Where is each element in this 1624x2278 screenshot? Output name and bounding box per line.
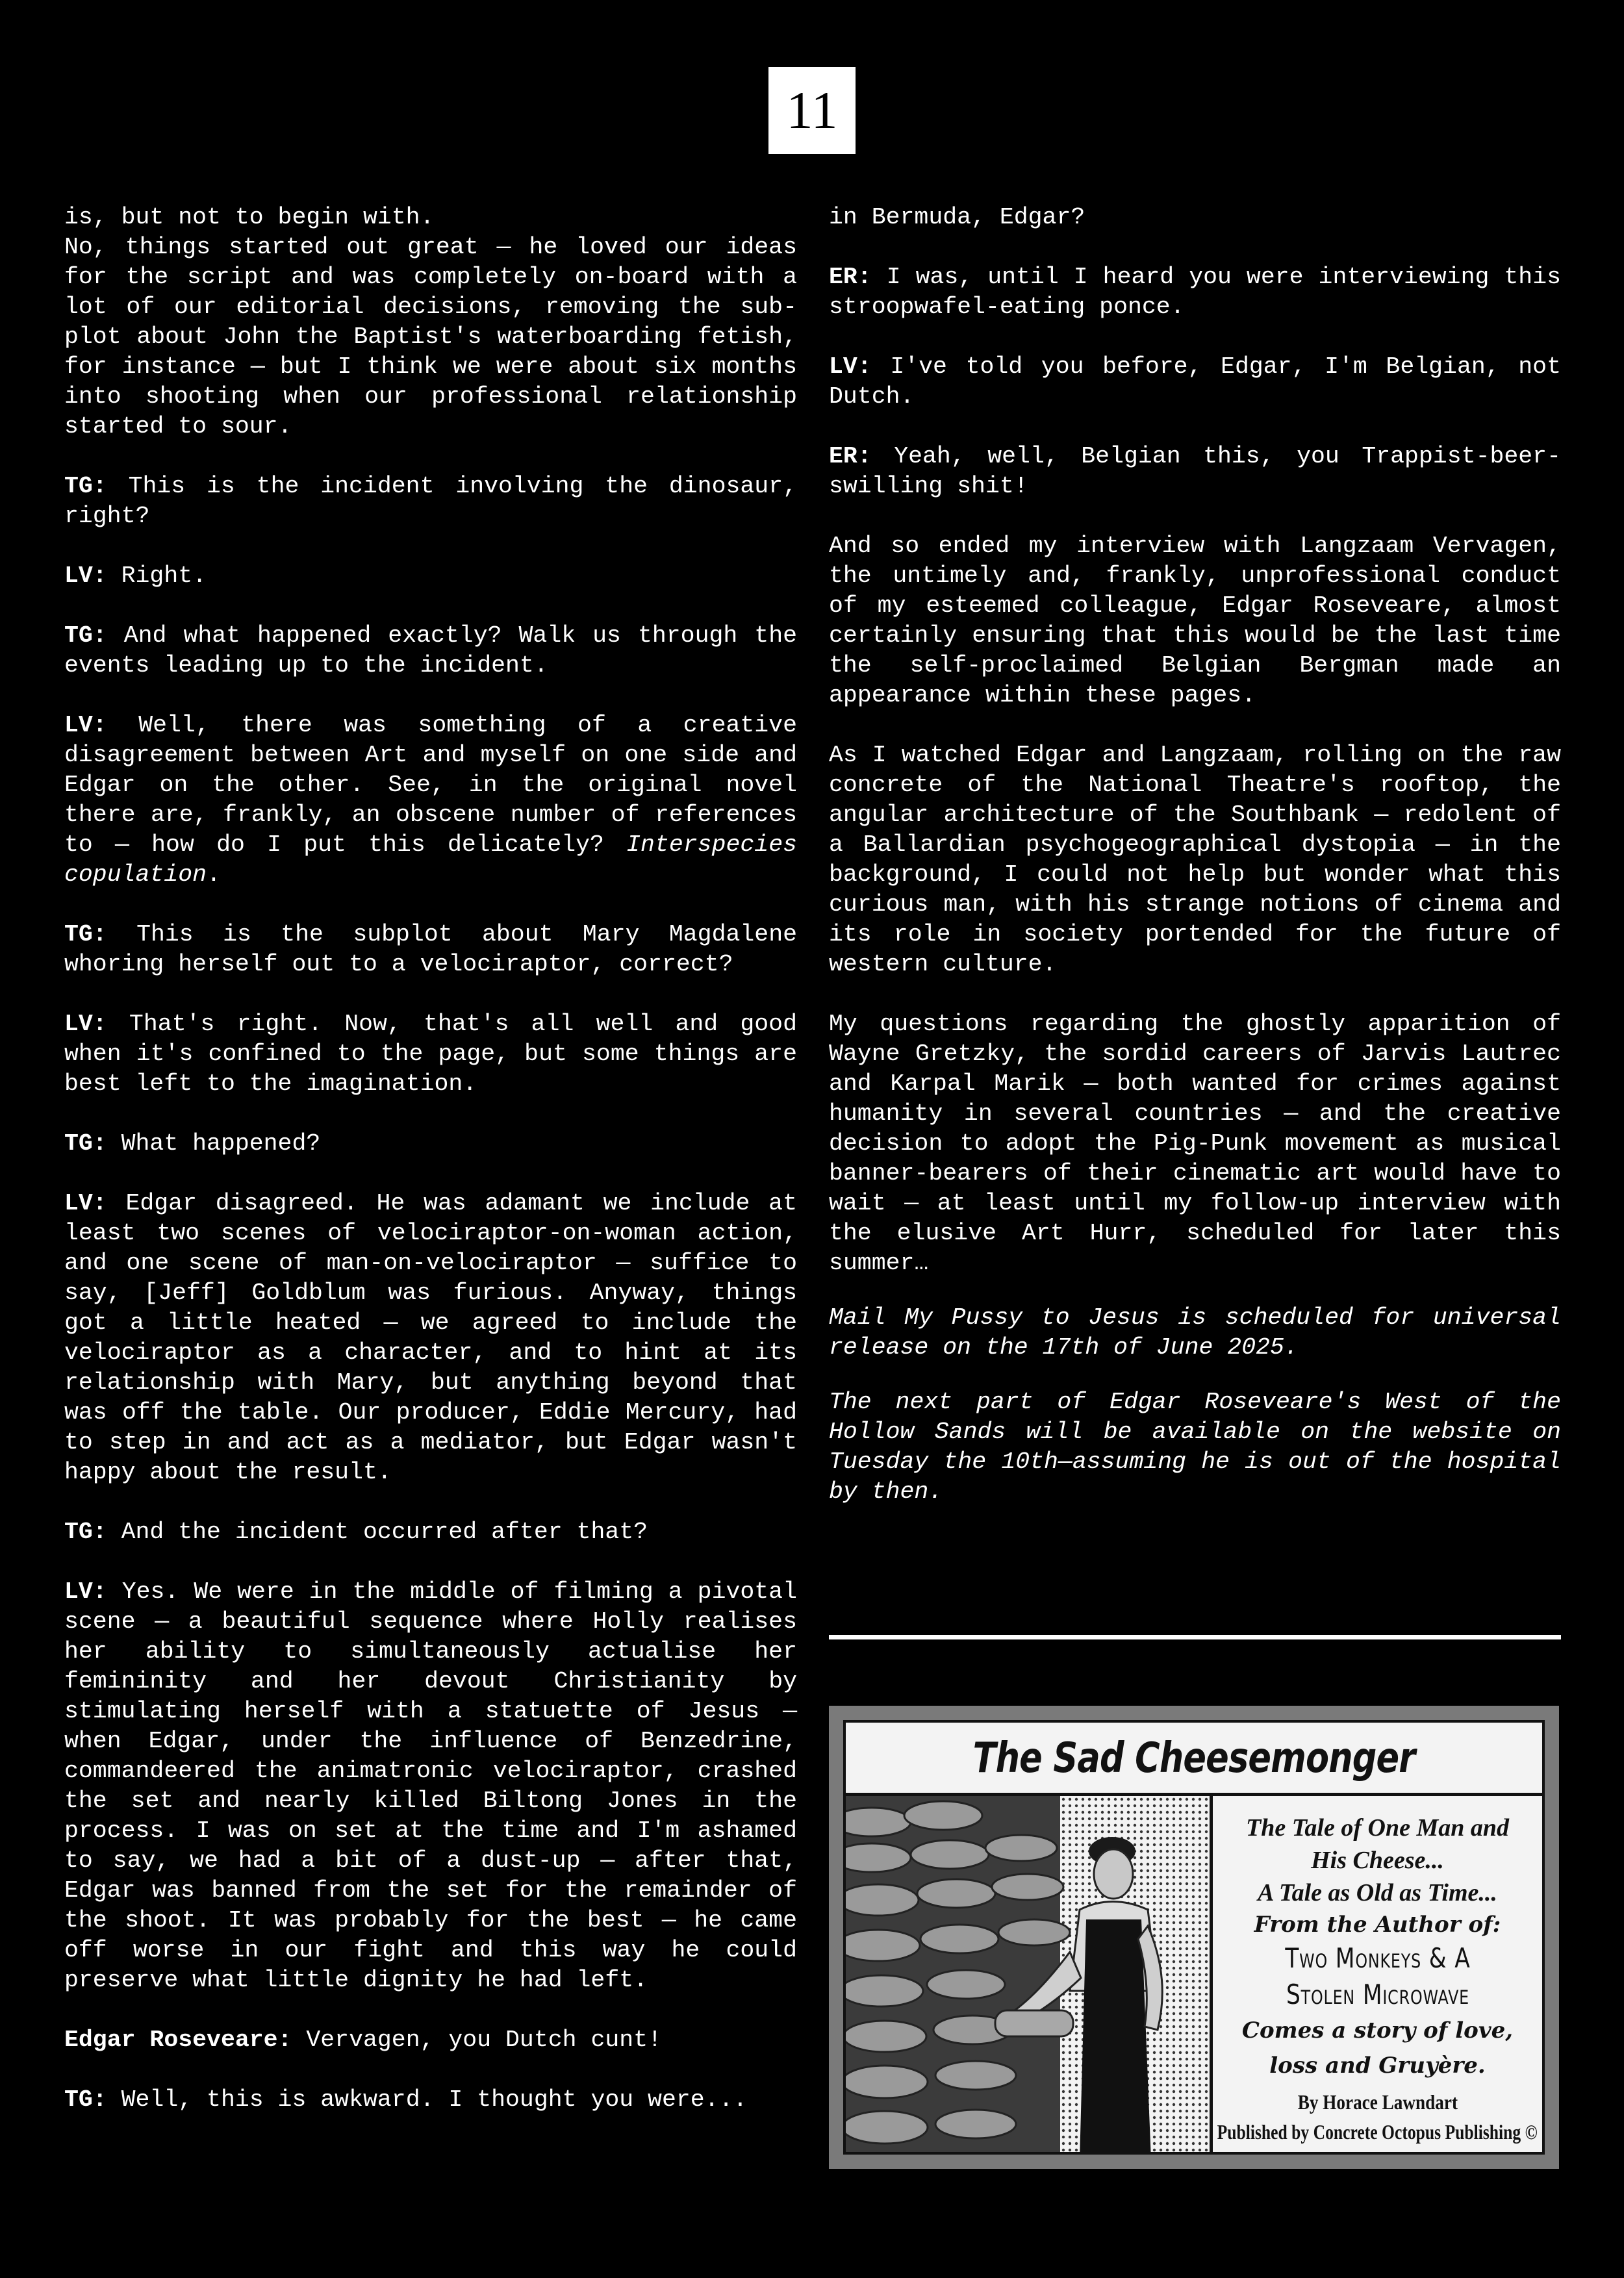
paragraph: is, but not to begin with. xyxy=(64,204,435,231)
interview-line xyxy=(64,561,797,591)
line-text: This is the incident involving the dinosaur, right? xyxy=(64,473,797,529)
ad-book-title: Two Monkeys & A xyxy=(1284,1942,1471,1974)
speaker-lv: LV: xyxy=(64,712,107,739)
line-text: I was, until I heard you were interviewing this stroopwafel-eating ponce. xyxy=(829,264,1561,320)
paragraph: in Bermuda, Edgar? xyxy=(829,204,1085,231)
interview-line xyxy=(64,920,797,980)
line-text: What happened? xyxy=(107,1130,321,1157)
speaker-lv: LV: xyxy=(64,1578,107,1605)
speaker-tg: TG: xyxy=(64,1130,107,1157)
interview-line xyxy=(64,1577,797,1995)
ad-publisher: Published by Concrete Octopus Publishing © xyxy=(1217,2120,1538,2144)
ad-book-title: Stolen Microwave xyxy=(1286,1979,1469,2010)
speaker-lv: LV: xyxy=(64,1011,107,1037)
line-text: . xyxy=(207,861,221,888)
interview-line xyxy=(64,2085,797,2115)
ad-author: By Horace Lawndart xyxy=(1297,2090,1458,2114)
paragraph: My questions regarding the ghostly apparition of Wayne Gretzky, the sordid careers of Jarvis Lautrec and Karpal Marik — both wanted for crimes against humanity in several countries — and the creative decision to adopt the Pig-Punk movement as musical banner-bearers of their cinematic art would have to wait — at least until my follow-up interview with the elusive Art Hurr, scheduled for later this summer… xyxy=(829,1011,1561,1276)
speaker-tg: TG: xyxy=(64,921,107,948)
line-text: I've told you before, Edgar, I'm Belgian, not Dutch. xyxy=(829,353,1561,410)
ad-story-line: loss and Gruyère. xyxy=(1269,2053,1486,2079)
paragraph: No, things started out great — he loved our ideas for the script and was completely on-board with a lot of our editorial decisions, removing the sub-plot about John the Baptist's waterboarding fetish, for instance — but I think we were about six months into shooting when our professional relationship started to sour. xyxy=(64,234,797,440)
speaker-lv: LV: xyxy=(64,1190,107,1217)
left-column xyxy=(64,203,797,2145)
speaker-tg: TG: xyxy=(64,2086,107,2113)
page-number: 11 xyxy=(768,67,856,154)
interview-line xyxy=(64,2025,797,2055)
line-text: Edgar disagreed. He was adamant we include at least two scenes of velociraptor-on-woman action, and one scene of man-on-velociraptor — suffice to say, [Jeff] Goldblum was furious. Anyway, things got a little heated — we agreed to include the velociraptor as a character, and to hint at its relationship with Mary, but anything beyond that was off the table. Our producer, Eddie Mercury, had to step in and act as a mediator, but Edgar wasn't happy about the result. xyxy=(64,1190,797,1486)
speaker-er: ER: xyxy=(829,443,872,470)
book-advertisement xyxy=(829,1706,1559,2169)
interview-line xyxy=(64,1517,797,1547)
ad-from-author: From the Author of: xyxy=(1254,1912,1501,1938)
line-text: Well, this is awkward. I thought you were... xyxy=(107,2086,748,2113)
interview-line xyxy=(64,1129,797,1159)
interview-line xyxy=(829,442,1561,501)
speaker-lv: LV: xyxy=(64,563,107,589)
right-column xyxy=(829,203,1561,1537)
cheese-shelf xyxy=(846,1796,1070,2152)
line-text: That's right. Now, that's all well and good when it's confined to the page, but some things are best left to the imagination. xyxy=(64,1011,797,1097)
speaker-lv: LV: xyxy=(829,353,872,380)
line-text: And what happened exactly? Walk us through the events leading up to the incident. xyxy=(64,622,797,679)
speaker-tg: TG: xyxy=(64,1519,107,1545)
next-part-note: The next part of Edgar Roseveare's West of the Hollow Sands will be available on the website on Tuesday the 10th—assuming he is out of the hospital by then. xyxy=(829,1389,1561,1505)
ad-copy xyxy=(1213,1796,1542,2152)
line-text: And the incident occurred after that? xyxy=(107,1519,648,1545)
speaker-er: ER: xyxy=(829,264,872,290)
line-text: Vervagen, you Dutch cunt! xyxy=(292,2027,662,2053)
divider xyxy=(829,1635,1561,1639)
advertisement-panel xyxy=(843,1720,1545,2155)
paragraph: And so ended my interview with Langzaam Vervagen, the untimely and, frankly, unprofessional conduct of my esteemed colleague, Edgar Roseveare, almost certainly ensuring that this would be the last time the self-proclaimed Belgian Bergman made an appearance within these pages. xyxy=(829,533,1561,709)
ad-title: The Sad Cheesemonger xyxy=(972,1734,1415,1782)
line-text: Right. xyxy=(107,563,207,589)
interview-line xyxy=(64,621,797,681)
ad-tagline: The Tale of One Man and xyxy=(1245,1814,1509,1841)
ad-tagline: A Tale as Old as Time... xyxy=(1258,1879,1497,1906)
ad-story-line: Comes a story of love, xyxy=(1241,2018,1514,2044)
interview-line xyxy=(829,262,1561,322)
interview-line xyxy=(829,352,1561,412)
cheesemonger-illustration xyxy=(846,1796,1210,2152)
line-text: Well, there was something of a creative disagreement between Art and myself on one side and Edgar on the other. See, in the original novel there are, frankly, an obscene number of references to — how do I put this delicately? xyxy=(64,712,797,858)
interview-line xyxy=(64,472,797,531)
line-text: This is the subplot about Mary Magdalene whoring herself out to a velociraptor, correct? xyxy=(64,921,797,978)
paragraph: As I watched Edgar and Langzaam, rolling on the raw concrete of the National Theatre's rooftop, the angular architecture of the Southbank — redolent of a Ballardian psychogeographical dystopia — in the background, I could not help but wonder what this curious man, with his strange notions of cinema and its role in society portended for the future of western culture. xyxy=(829,742,1561,978)
interview-line xyxy=(64,1009,797,1099)
interview-line xyxy=(64,1189,797,1487)
italic-text: Interspecies copulation xyxy=(64,831,797,888)
speaker-tg: TG: xyxy=(64,622,107,649)
line-text: Yes. We were in the middle of filming a pivotal scene — a beautiful sequence where Holly realises her ability to simultaneously actualise her femininity and her devout Christianity by stimulating herself with a statuette of Jesus — when Edgar, under the influence of Benzedrine, commandeered the animatronic velociraptor, crashed the set and nearly killed Biltong Jones in the process. I was on set at the time and I'm ashamed to say, we had a bit of a dust-up — after that, Edgar was banned from the set for the remainder of the shoot. It was probably for the best — he came off worse in our fight and this way he could preserve what little dignity he had left. xyxy=(64,1578,797,1993)
interview-line xyxy=(64,711,797,890)
speaker-tg: TG: xyxy=(64,473,107,500)
ad-tagline: His Cheese... xyxy=(1311,1847,1444,1874)
line-text: Yeah, well, Belgian this, you Trappist-beer-swilling shit! xyxy=(829,443,1561,500)
speaker-er: Edgar Roseveare: xyxy=(64,2027,292,2053)
cheesemonger-photo xyxy=(846,1796,1213,2152)
release-note: Mail My Pussy to Jesus is scheduled for universal release on the 17th of June 2025. xyxy=(829,1304,1561,1361)
